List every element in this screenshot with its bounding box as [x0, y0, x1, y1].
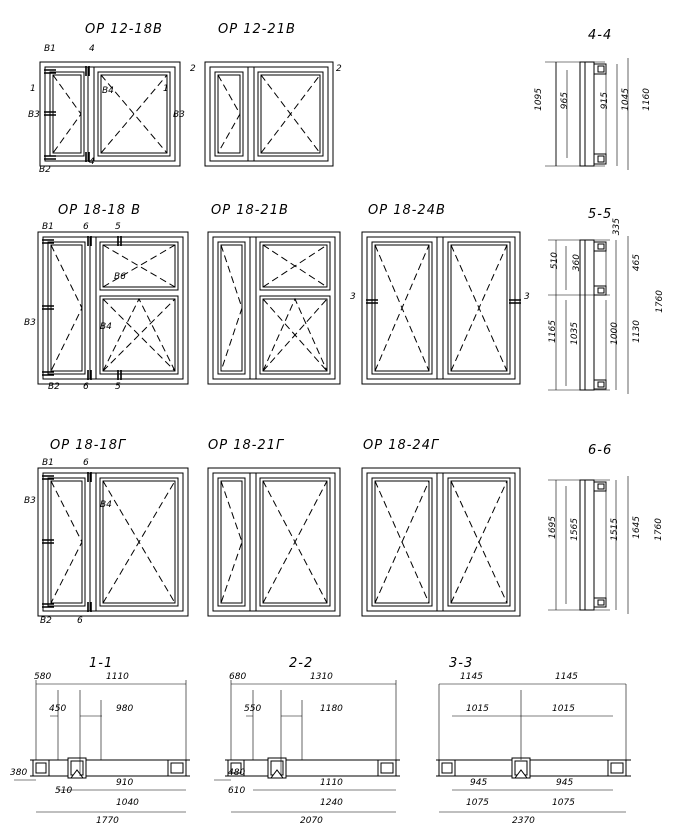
dim-360: 360	[572, 254, 582, 272]
mark-v4-a: В4	[102, 86, 114, 96]
dim-945-a: 945	[470, 778, 488, 788]
dim-1240: 1240	[320, 798, 343, 808]
title-section-3-3: 3-3	[449, 656, 474, 671]
dim-1145-a: 1145	[460, 672, 483, 682]
mark-6-bottom-b: 6	[77, 616, 83, 626]
title-section-4-4: 4-4	[588, 28, 613, 43]
dim-1095: 1095	[534, 88, 544, 111]
dim-510-b: 510	[55, 786, 73, 796]
section-5-5	[548, 236, 628, 394]
section-4-4	[545, 58, 628, 170]
dim-945-b: 945	[556, 778, 574, 788]
dim-2070: 2070	[300, 816, 323, 826]
mark-v1-a: В1	[44, 44, 56, 54]
mark-4-bottom: 4	[89, 157, 95, 167]
section-1-1	[14, 680, 190, 812]
title-section-2-2: 2-2	[289, 656, 314, 671]
dim-1760: 1760	[655, 290, 665, 313]
dim-580: 580	[34, 672, 52, 682]
dim-1180: 1180	[320, 704, 343, 714]
title-section-6-6: 6-6	[588, 443, 613, 458]
mark-1-right: 1	[163, 84, 169, 94]
dim-680: 680	[229, 672, 247, 682]
dim-465: 465	[632, 254, 642, 272]
dim-380: 380	[10, 768, 28, 778]
dim-1165: 1165	[548, 320, 558, 343]
dim-480: 480	[228, 768, 246, 778]
mark-3-left: 3	[350, 292, 356, 302]
mark-3-right: 3	[524, 292, 530, 302]
title-section-1-1: 1-1	[89, 656, 114, 671]
elevation-or-18-18v	[38, 232, 188, 384]
mark-v3-c: В3	[24, 318, 36, 328]
title-or-18-21g: ОР 18-21Г	[208, 438, 285, 453]
dim-1110-b: 1110	[320, 778, 343, 788]
dim-1075-b: 1075	[552, 798, 575, 808]
dim-915: 915	[600, 92, 610, 110]
mark-v4-c: В4	[100, 500, 112, 510]
mark-v3-d: В3	[24, 496, 36, 506]
mark-v1-c: В1	[42, 458, 54, 468]
dim-1045: 1045	[621, 88, 631, 111]
dim-2370: 2370	[512, 816, 535, 826]
title-section-5-5: 5-5	[588, 207, 613, 222]
mark-v1-b: В1	[42, 222, 54, 232]
dim-1015-b: 1015	[552, 704, 575, 714]
elevation-or-18-18g	[38, 468, 188, 616]
dim-1000: 1000	[610, 322, 620, 345]
dim-1770: 1770	[96, 816, 119, 826]
mark-v3-a: В3	[28, 110, 40, 120]
mark-5-bottom: 5	[115, 382, 121, 392]
elevation-or-18-21v	[208, 232, 340, 384]
mark-v6: В6	[114, 272, 126, 282]
mark-2-left: 2	[190, 64, 196, 74]
mark-v2-a: В2	[39, 165, 51, 175]
dim-450: 450	[49, 704, 67, 714]
dim-1310: 1310	[310, 672, 333, 682]
dim-1035: 1035	[570, 322, 580, 345]
title-or-12-21v: ОР 12-21В	[218, 22, 296, 37]
dim-335: 335	[612, 218, 622, 236]
dim-1015-a: 1015	[466, 704, 489, 714]
mark-2-right: 2	[336, 64, 342, 74]
dim-1160: 1160	[642, 88, 652, 111]
dim-980: 980	[116, 704, 134, 714]
dim-1565: 1565	[570, 518, 580, 541]
dim-1515: 1515	[610, 518, 620, 541]
dim-910: 910	[116, 778, 134, 788]
dim-1130: 1130	[632, 320, 642, 343]
title-or-18-24v: ОР 18-24В	[368, 203, 446, 218]
mark-6-top-b: 6	[83, 458, 89, 468]
elevation-or-12-21v	[205, 62, 333, 166]
mark-5-top: 5	[115, 222, 121, 232]
title-or-18-18v: ОР 18-18 В	[58, 203, 142, 218]
mark-1-left: 1	[30, 84, 36, 94]
section-6-6	[548, 476, 628, 614]
dim-550: 550	[244, 704, 262, 714]
dim-965: 965	[560, 92, 570, 110]
dim-1695: 1695	[548, 516, 558, 539]
elevation-or-18-21g	[208, 468, 340, 616]
dim-1760-b: 1760	[654, 518, 664, 541]
dim-1040: 1040	[116, 798, 139, 808]
dim-1645: 1645	[632, 516, 642, 539]
title-or-18-18g: ОР 18-18Г	[50, 438, 127, 453]
dim-1075-a: 1075	[466, 798, 489, 808]
elevation-or-18-24g	[362, 468, 520, 616]
mark-6-bottom-a: 6	[83, 382, 89, 392]
dim-510: 510	[550, 252, 560, 270]
mark-4-top: 4	[89, 44, 95, 54]
mark-v2-b: В2	[48, 382, 60, 392]
mark-v4-b: В4	[100, 322, 112, 332]
dim-610: 610	[228, 786, 246, 796]
mark-v3-b: В3	[173, 110, 185, 120]
title-or-18-24g: ОР 18-24Г	[363, 438, 440, 453]
title-or-18-21v: ОР 18-21В	[211, 203, 289, 218]
mark-v2-c: В2	[40, 616, 52, 626]
elevation-or-12-18v	[40, 62, 180, 166]
dim-1110: 1110	[106, 672, 129, 682]
title-or-12-18v: ОР 12-18В	[85, 22, 163, 37]
elevation-or-18-24v	[362, 232, 521, 384]
section-3-3	[350, 684, 631, 812]
dim-1145-b: 1145	[555, 672, 578, 682]
mark-6-top-a: 6	[83, 222, 89, 232]
